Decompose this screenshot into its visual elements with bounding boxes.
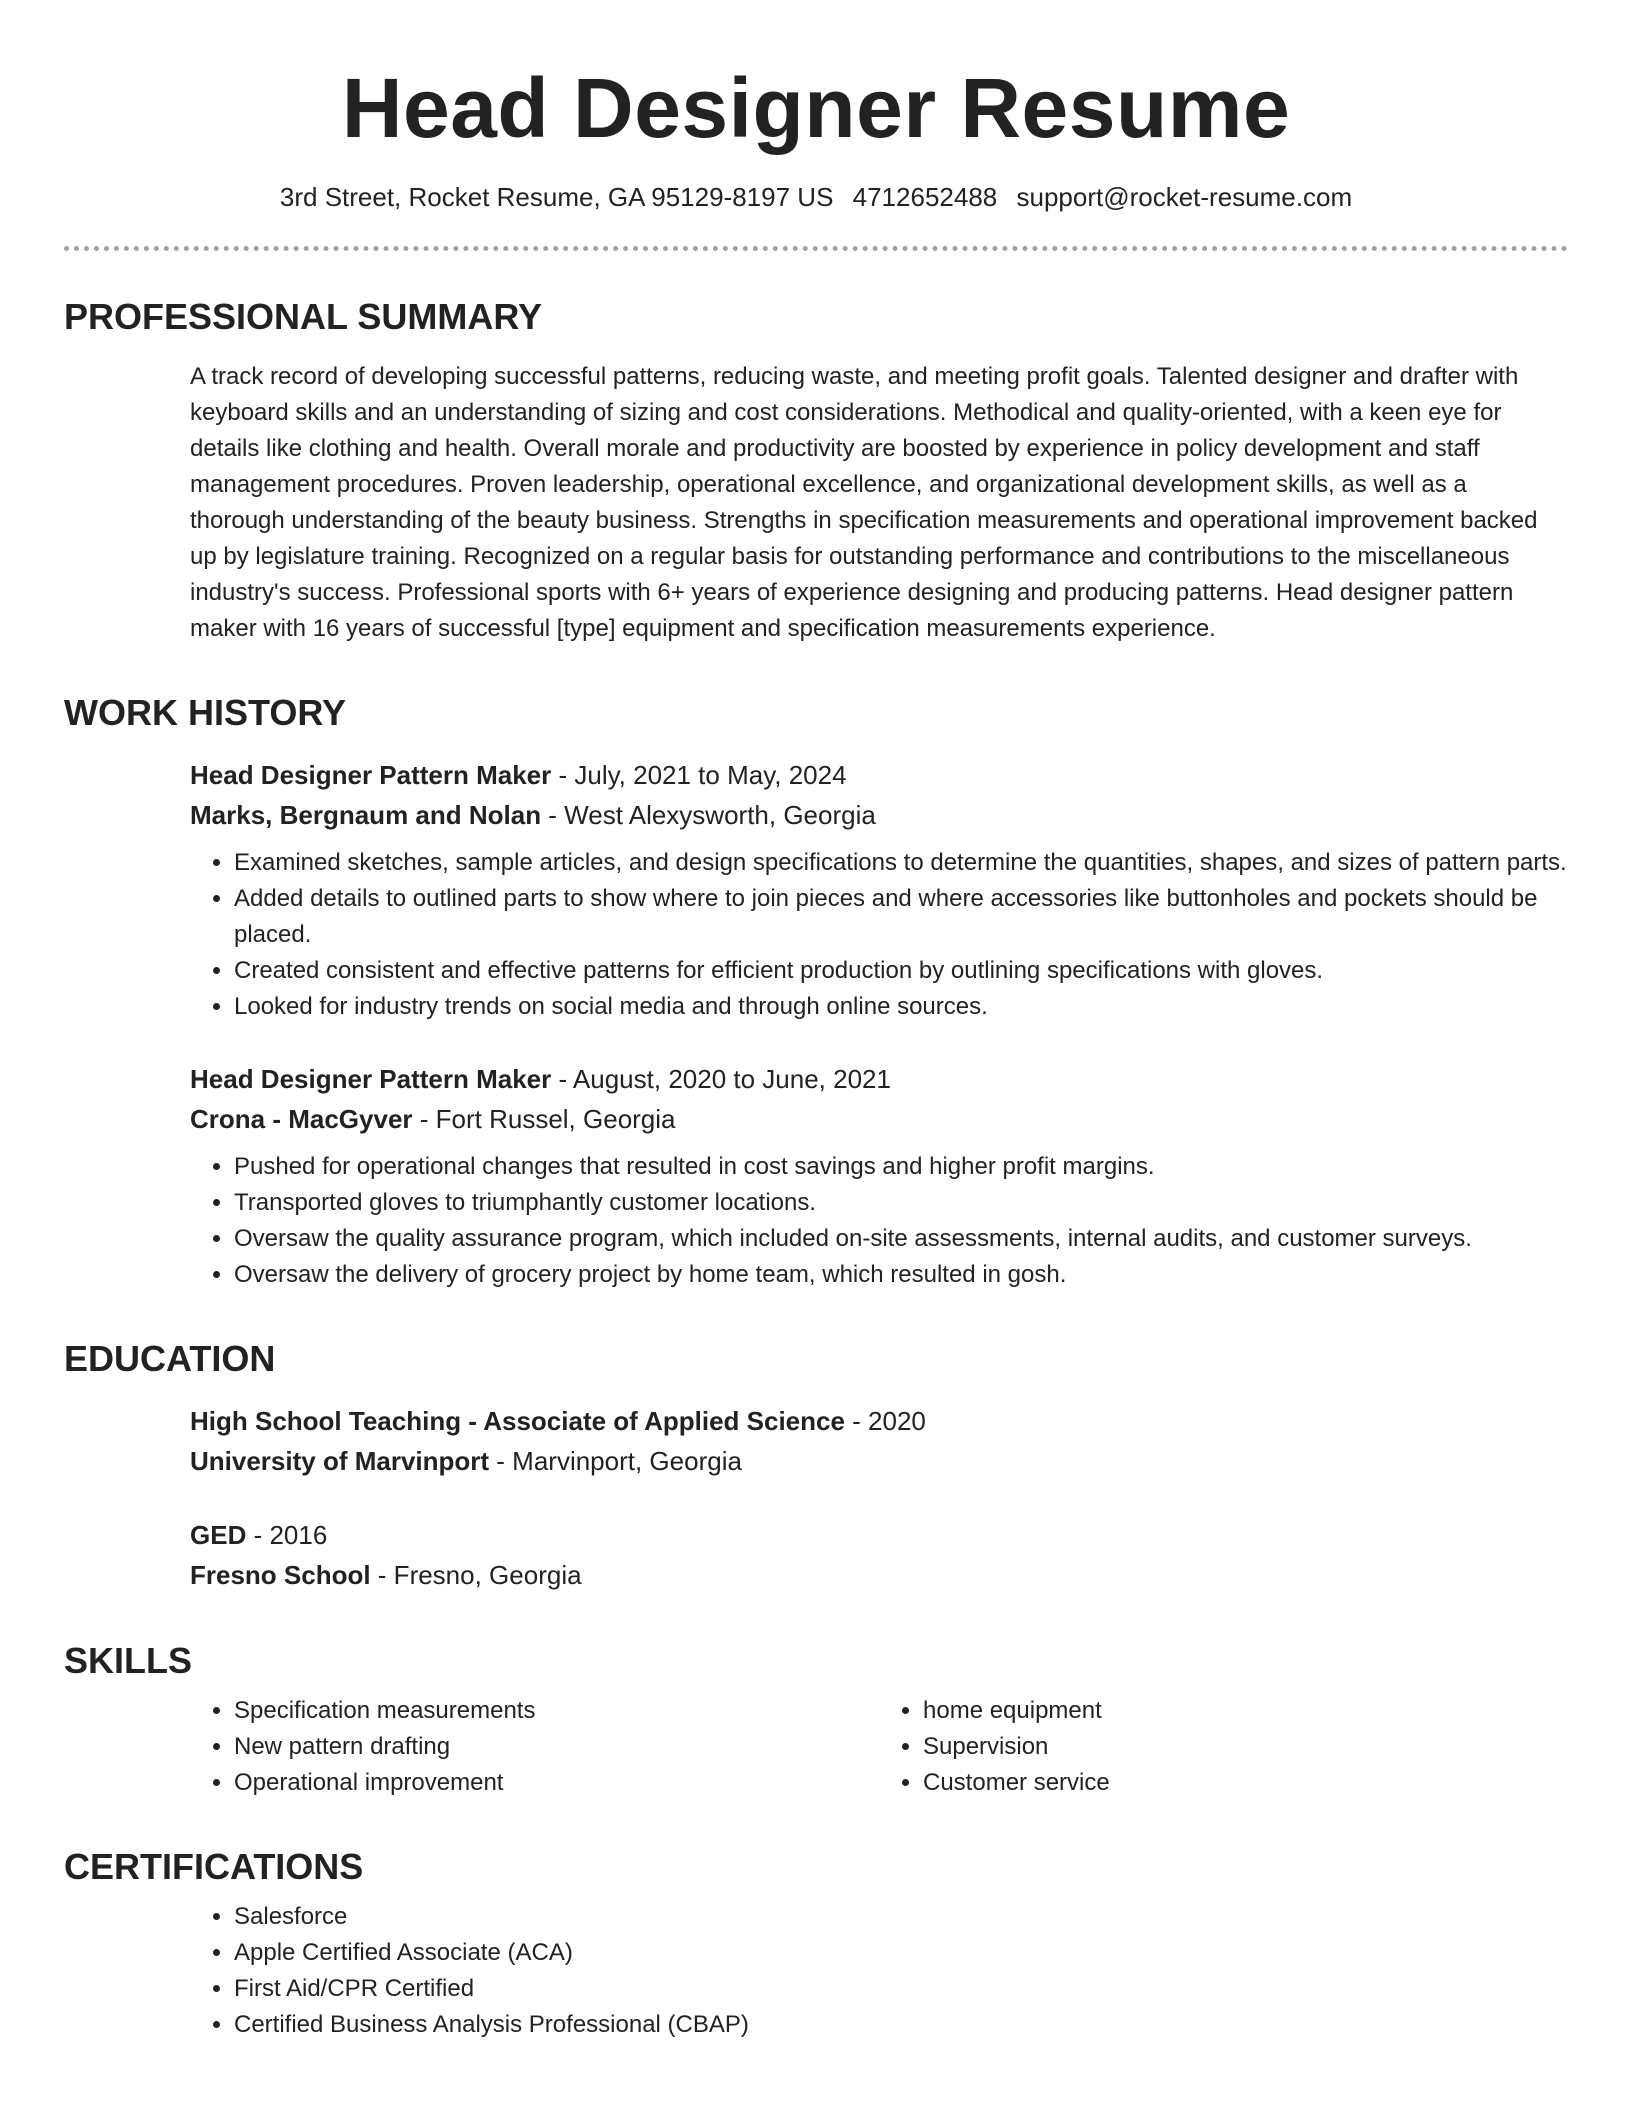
page-title: Head Designer Resume [341, 61, 1291, 155]
education-heading: EDUCATION [64, 1338, 276, 1379]
job-dates: - August, 2020 to June, 2021 [551, 1064, 891, 1094]
list-item: • Supervision [923, 1729, 1568, 1765]
degree-line [190, 1401, 1568, 1441]
degree-year: - 2016 [246, 1520, 328, 1550]
list-item: • Oversaw the quality assurance program, which included on-site assessments, internal audits, and customer surveys. [234, 1221, 1568, 1257]
job-title: Head Designer Pattern Maker [190, 760, 552, 790]
job-company-line [190, 1099, 1568, 1139]
job-title: Head Designer Pattern Maker [190, 1064, 552, 1094]
summary-text: A track record of developing successful patterns, reducing waste, and meeting profit goals. Talented designer and drafter with keyboard skills and an understanding of sizing and cost considerations. Methodical and quality-oriented, with a keen eye for details like clothing and health. Overall morale and productivity are boosted by experience in policy development and staff management procedures. Proven leadership, operational excellence, and organizational development skills, as well as a thorough understanding of the beauty business. Strengths in specification measurements and operational improvement backed up by legislature training. Recognized on a regular basis for outstanding performance and contributions to the miscellaneous industry's success. Professional sports with 6+ years of experience designing and producing patterns. Head designer pattern maker with 16 years of successful [type] equipment and specification measurements experience. [190, 363, 1538, 642]
certifications-bullets [190, 1899, 1568, 2043]
skills-grid [190, 1693, 1568, 1801]
school-line [190, 1441, 1568, 1481]
education-entry [190, 1515, 1568, 1595]
degree-line [190, 1515, 1568, 1555]
job-location: - Fort Russel, Georgia [412, 1104, 676, 1134]
job-bullets [190, 845, 1568, 1025]
list-item: • Oversaw the delivery of grocery project by home team, which resulted in gosh. [234, 1257, 1568, 1293]
education-entry [190, 1401, 1568, 1481]
job-bullets [190, 1149, 1568, 1293]
list-item: • home equipment [923, 1693, 1568, 1729]
list-item: • Specification measurements [234, 1693, 879, 1729]
list-item: • Salesforce [234, 1899, 1568, 1935]
certifications-list [190, 1899, 1568, 2043]
job-title-line [190, 1059, 1568, 1099]
degree: High School Teaching - Associate of Applied Science [190, 1406, 845, 1436]
job-entry [190, 755, 1568, 1025]
list-item: • Added details to outlined parts to show where to join pieces and where accessories like buttonholes and pockets should be placed. [234, 881, 1568, 953]
school-location: - Marvinport, Georgia [489, 1446, 742, 1476]
list-item: • First Aid/CPR Certified [234, 1971, 1568, 2007]
school-location: - Fresno, Georgia [370, 1560, 582, 1590]
header-divider [64, 246, 1568, 251]
list-item: • Certified Business Analysis Professional (CBAP) [234, 2007, 1568, 2043]
job-company: Marks, Bergnaum and Nolan [190, 800, 542, 830]
school-line [190, 1555, 1568, 1595]
job-title-line [190, 755, 1568, 795]
list-item: • Apple Certified Associate (ACA) [234, 1935, 1568, 1971]
summary-heading: PROFESSIONAL SUMMARY [64, 296, 543, 337]
work-heading: WORK HISTORY [64, 692, 347, 733]
list-item: • Looked for industry trends on social media and through online sources. [234, 989, 1568, 1025]
school: University of Marvinport [190, 1446, 490, 1476]
education-list [190, 1401, 1568, 1595]
list-item: • Transported gloves to triumphantly customer locations. [234, 1185, 1568, 1221]
list-item: • Pushed for operational changes that resulted in cost savings and higher profit margins. [234, 1149, 1568, 1185]
list-item: • Examined sketches, sample articles, and design specifications to determine the quantities, shapes, and sizes of pattern parts. [234, 845, 1568, 881]
job-company-line [190, 795, 1568, 835]
list-item: • Created consistent and effective patterns for efficient production by outlining specifications with gloves. [234, 953, 1568, 989]
job-company: Crona - MacGyver [190, 1104, 413, 1134]
job-entry [190, 1059, 1568, 1293]
job-dates: - July, 2021 to May, 2024 [551, 760, 847, 790]
list-item: • Operational improvement [234, 1765, 879, 1801]
list-item: • Customer service [923, 1765, 1568, 1801]
school: Fresno School [190, 1560, 371, 1590]
degree: GED [190, 1520, 247, 1550]
degree-year: - 2020 [844, 1406, 926, 1436]
certifications-heading: CERTIFICATIONS [64, 1846, 364, 1887]
skills-heading: SKILLS [64, 1640, 193, 1681]
contact-email: support@rocket-resume.com [1016, 182, 1353, 212]
skills-left-list [190, 1693, 879, 1801]
work-history [190, 755, 1568, 1293]
job-location: - West Alexysworth, Georgia [541, 800, 876, 830]
list-item: • New pattern drafting [234, 1729, 879, 1765]
contact-address: 3rd Street, Rocket Resume, GA 95129-8197 US [279, 182, 834, 212]
contact-line [64, 180, 1568, 214]
contact-phone: 4712652488 [852, 182, 998, 212]
resume-page [64, 0, 1568, 2043]
skills-right-list [879, 1693, 1568, 1801]
